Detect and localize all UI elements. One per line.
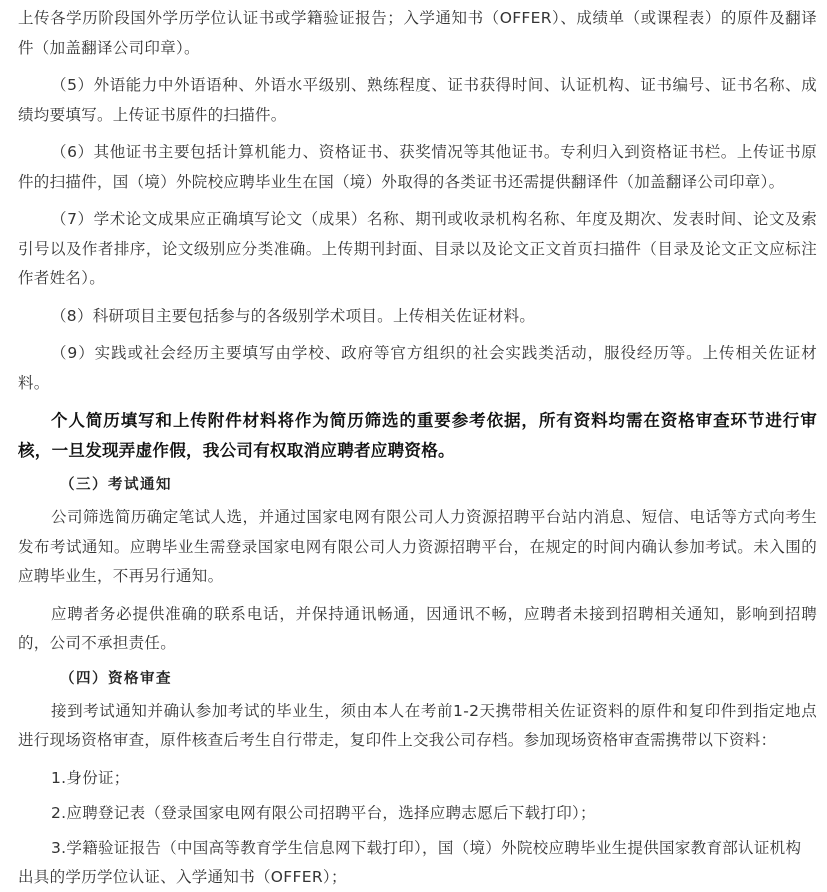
paragraph-item-7: （7）学术论文成果应正确填写论文（成果）名称、期刊或收录机构名称、年度及期次、发表时间、论文及索引号以及作者排序，论文级别应分类准确。上传期刊封面、目录以及论文正文首页扫描件（目录及论文正文应标注作者姓名）。	[18, 210, 817, 287]
list-item: 3.学籍验证报告（中国高等教育学生信息网下载打印），国（境）外院校应聘毕业生提供国家教育部认证机构出具的学历学位认证、入学通知书（OFFER）；	[18, 838, 802, 886]
paragraph-exam-notice-1: 公司筛选简历确定笔试人选，并通过国家电网有限公司人力资源招聘平台站内消息、短信、电话等方式向考生发布考试通知。应聘毕业生需登录国家电网有限公司人力资源招聘平台，在规定的时间内确认参加考试。未入围的应聘毕业生，不再另行通知。	[18, 508, 817, 585]
paragraph-item-5: （5）外语能力中外语语种、外语水平级别、熟练程度、证书获得时间、认证机构、证书编号、证书名称、成绩均要填写。上传证书原件的扫描件。	[18, 76, 817, 124]
section-heading-exam-notice: （三）考试通知	[60, 476, 172, 493]
paragraph-exam-notice-2: 应聘者务必提供准确的联系电话，并保持通讯畅通，因通讯不畅，应聘者未接到招聘相关通知，影响到招聘的，公司不承担责任。	[18, 604, 817, 652]
paragraph-item-6: （6）其他证书主要包括计算机能力、资格证书、获奖情况等其他证书。专利归入到资格证书栏。上传证书原件的扫描件，国（境）外院校应聘毕业生在国（境）外取得的各类证书还需提供翻译件（加盖翻译公司印章）。	[18, 143, 817, 191]
bold-notice-paragraph: 个人简历填写和上传附件材料将作为简历筛选的重要参考依据，所有资料均需在资格审查环节进行审核，一旦发现弄虚作假，我公司有权取消应聘者应聘资格。	[18, 411, 817, 460]
paragraph-qualification-review-1: 接到考试通知并确认参加考试的毕业生，须由本人在考前1-2天携带相关佐证资料的原件和复印件到指定地点进行现场资格审查，原件核查后考生自行带走，复印件上交我公司存档。参加现场资格审查需携带以下资料：	[18, 701, 817, 749]
paragraph-intro: 上传各学历阶段国外学历学位认证书或学籍验证报告；入学通知书（OFFER）、成绩单（或课程表）的原件及翻译件（加盖翻译公司印章）。	[18, 9, 817, 57]
paragraph-item-8: （8）科研项目主要包括参与的各级别学术项目。上传相关佐证材料。	[51, 306, 536, 325]
section-heading-qualification-review: （四）资格审查	[60, 669, 172, 687]
paragraph-item-9: （9）实践或社会经历主要填写由学校、政府等官方组织的社会实践类活动，服役经历等。上传相关佐证材料。	[18, 344, 817, 392]
list-item: 2.应聘登记表（登录国家电网有限公司招聘平台，选择应聘志愿后下载打印）；	[51, 803, 596, 822]
list-item: 1.身份证；	[51, 768, 130, 787]
